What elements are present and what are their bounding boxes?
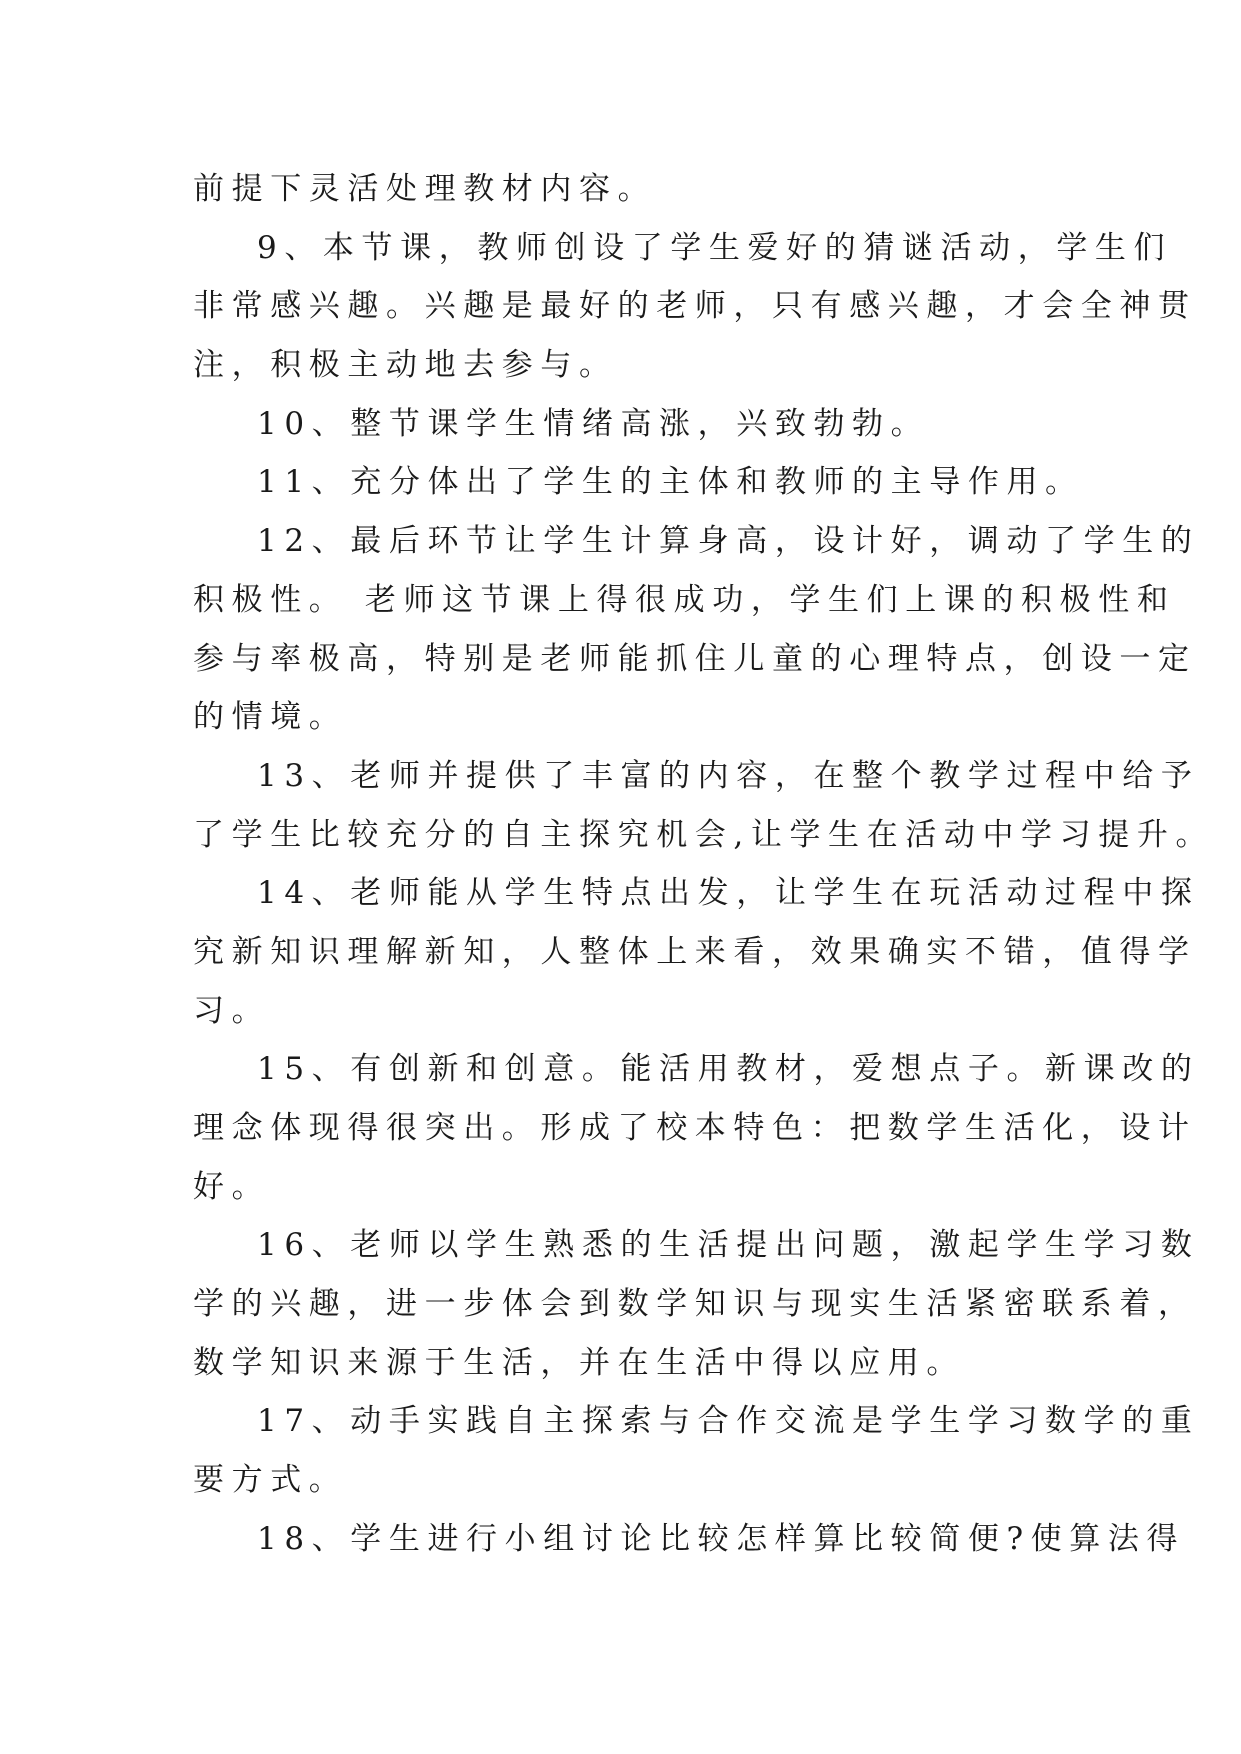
text-line: 的情境。 [193,699,348,736]
text-line: 非常感兴趣。兴趣是最好的老师，只有感兴趣，才会全神贯 [193,288,1197,325]
text-line: 前提下灵活处理教材内容。 [193,171,657,207]
text-line: 了学生比较充分的自主探究机会,让学生在活动中学习提升。 [193,816,1215,853]
text-line: 习。 [193,992,271,1029]
text-line: 积极性。 老师这节课上得很成功，学生们上课的积极性和 [193,581,1176,618]
text-line: 11、充分体出了学生的主体和教师的主导作用。 [257,464,1084,501]
text-line: 好。 [193,1168,271,1205]
text-line: 究新知识理解新知，人整体上来看，效果确实不错，值得学 [193,933,1197,970]
text-line: 理念体现得很突出。形成了校本特色：把数学生活化，设计 [193,1110,1197,1146]
text-line: 要方式。 [193,1462,348,1499]
text-line: 13、老师并提供了丰富的内容，在整个教学过程中给予 [257,757,1200,794]
text-line: 18、学生进行小组讨论比较怎样算比较简便?使算法得 [257,1520,1186,1557]
text-line: 9、本节课，教师创设了学生爱好的猜谜活动，学生们 [257,229,1173,266]
text-line: 注，积极主动地去参与。 [193,347,618,384]
text-line: 15、有创新和创意。能活用教材，爱想点子。新课改的 [257,1051,1200,1088]
text-line: 16、老师以学生熟悉的生活提出问题，激起学生学习数 [257,1227,1200,1264]
text-line: 12、最后环节让学生计算身高，设计好，调动了学生的 [257,523,1200,560]
text-line: 参与率极高，特别是老师能抓住儿童的心理特点，创设一定 [193,640,1197,677]
text-line: 10、整节课学生情绪高涨，兴致勃勃。 [257,405,930,442]
text-line: 学的兴趣，进一步体会到数学知识与现实生活紧密联系着， [193,1286,1197,1323]
text-line: 14、老师能从学生特点出发，让学生在玩活动过程中探 [257,875,1200,912]
document-body [193,160,1215,1569]
text-line: 17、动手实践自主探索与合作交流是学生学习数学的重 [257,1403,1200,1440]
text-line: 数学知识来源于生活，并在生活中得以应用。 [193,1344,965,1381]
